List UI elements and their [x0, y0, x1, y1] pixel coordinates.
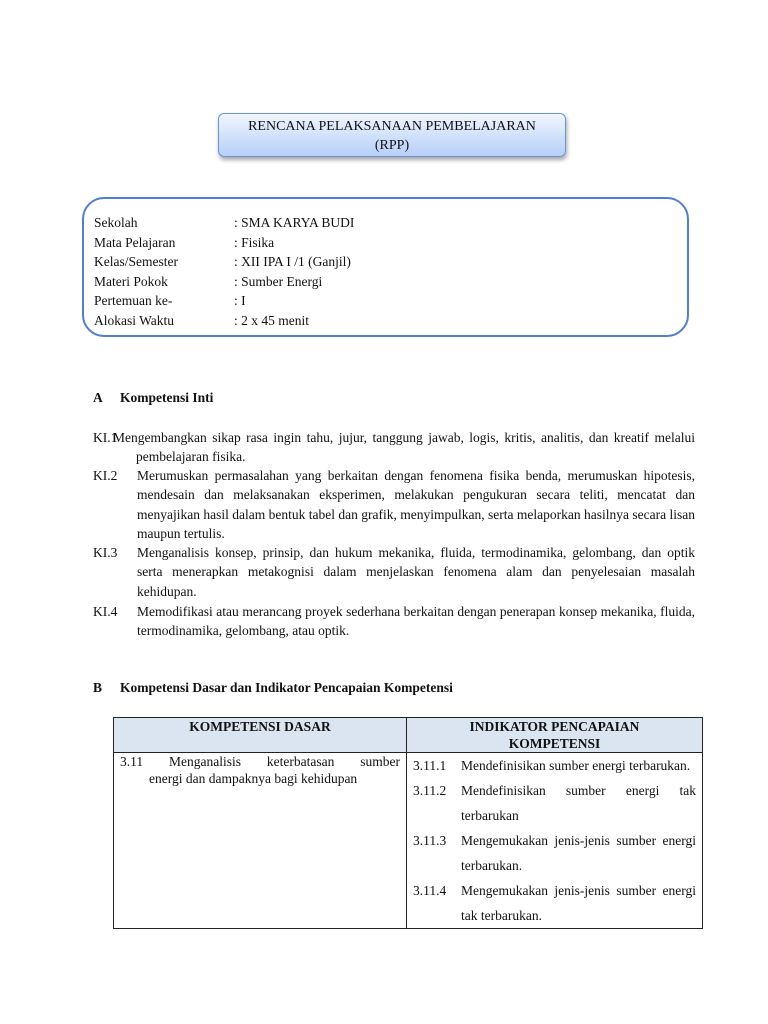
kd-word: keterbatasan	[266, 754, 335, 769]
identity-value: : Sumber Energi	[234, 273, 323, 289]
indicator-text: Mengemukakan jenis-jenis sumber energi terbarukan.	[461, 833, 696, 873]
document-subtitle: (RPP)	[374, 138, 410, 153]
ki-text: Memodifikasi atau merancang proyek sederhana berkaitan dengan penerapan konsep mekanika, fluida, termodinamika, gelombang, atau optik.	[137, 604, 695, 639]
indicator-item	[413, 828, 696, 878]
identity-value: : SMA KARYA BUDI	[234, 215, 355, 230]
identity-value: : 2 x 45 menit	[234, 312, 309, 328]
identity-box	[82, 197, 689, 337]
indicator-text: Mengemukakan jenis-jenis sumber energi tak terbarukan.	[461, 883, 696, 923]
identity-label: Sekolah	[94, 215, 138, 230]
identity-label: Alokasi Waktu	[94, 312, 175, 328]
ki-item-2	[93, 466, 695, 544]
ki-item-4	[93, 602, 695, 641]
kd-continuation: energi dan dampaknya bagi kehidupan	[149, 771, 358, 786]
section-number: B	[93, 680, 103, 695]
kd-first-line	[120, 753, 400, 770]
table-row	[114, 753, 703, 929]
identity-label: Mata Pelajaran	[94, 234, 176, 250]
identity-value: : XII IPA I /1 (Ganjil)	[234, 254, 351, 269]
indicator-text: Mendefinisikan sumber energi tak terbarukan	[461, 783, 696, 823]
ki-item-3	[93, 543, 695, 601]
identity-value: : Fisika	[234, 234, 275, 250]
col-header-kd: KOMPETENSI DASAR	[114, 718, 407, 753]
section-number: A	[93, 390, 103, 405]
section-title: Kompetensi Dasar dan Indikator Pencapaian Kompetensi	[120, 680, 453, 695]
ki-code: KI.2	[93, 468, 118, 483]
identity-value: : I	[234, 293, 246, 308]
indicator-code: 3.11.3	[413, 833, 447, 848]
ki-code: KI.1	[93, 430, 118, 445]
kd-cell	[114, 753, 407, 929]
section-title: Kompetensi Inti	[120, 390, 214, 405]
document-title-box	[218, 113, 566, 157]
table-header-row	[114, 718, 703, 753]
col-header-indicator: INDIKATOR PENCAPAIAN KOMPETENSI	[407, 718, 703, 753]
kd-code: 3.11	[120, 754, 144, 769]
indicator-code: 3.11.1	[413, 758, 447, 773]
ki-text: Mengembangkan sikap rasa ingin tahu, jujur, tanggung jawab, logis, kritis, analitis, dan kreatif melalui pembelajaran fisika.	[113, 430, 695, 465]
ki-text: Merumuskan permasalahan yang berkaitan dengan fenomena fisika benda, merumuskan hipotesis, mendesain dan melaksanakan eksperimen, melakukan pengukuran secara teliti, mencatat dan menyajikan hasil dalam bentuk tabel dan grafik, menyimpulkan, serta melaporkan hasilnya secara lisan maupun tertulis.	[137, 468, 695, 542]
indicator-code: 3.11.2	[413, 783, 447, 798]
indicator-item	[413, 778, 696, 828]
indicator-text: Mendefinisikan sumber energi terbarukan.	[461, 758, 691, 773]
kd-word: sumber	[360, 754, 400, 769]
indicator-item	[413, 878, 696, 928]
document-title: RENCANA PELAKSANAAN PEMBELAJARAN	[248, 119, 536, 134]
ki-text: Menganalisis konsep, prinsip, dan hukum mekanika, fluida, termodinamika, gelombang, dan optik serta menerapkan metakognisi dalam menjelaskan fenomena alam dan penyelesaian masalah kehidupan.	[137, 545, 695, 599]
identity-label: Materi Pokok	[94, 273, 168, 289]
competency-table	[113, 717, 703, 929]
indicator-cell	[407, 753, 703, 929]
indicator-item	[413, 753, 696, 778]
ki-item-1	[93, 428, 695, 467]
ki-code: KI.4	[93, 604, 118, 619]
identity-label: Pertemuan ke-	[94, 293, 173, 308]
identity-label: Kelas/Semester	[94, 254, 178, 269]
indicator-code: 3.11.4	[413, 883, 447, 898]
ki-code: KI.3	[93, 545, 118, 560]
kd-word: Menganalisis	[169, 754, 241, 769]
